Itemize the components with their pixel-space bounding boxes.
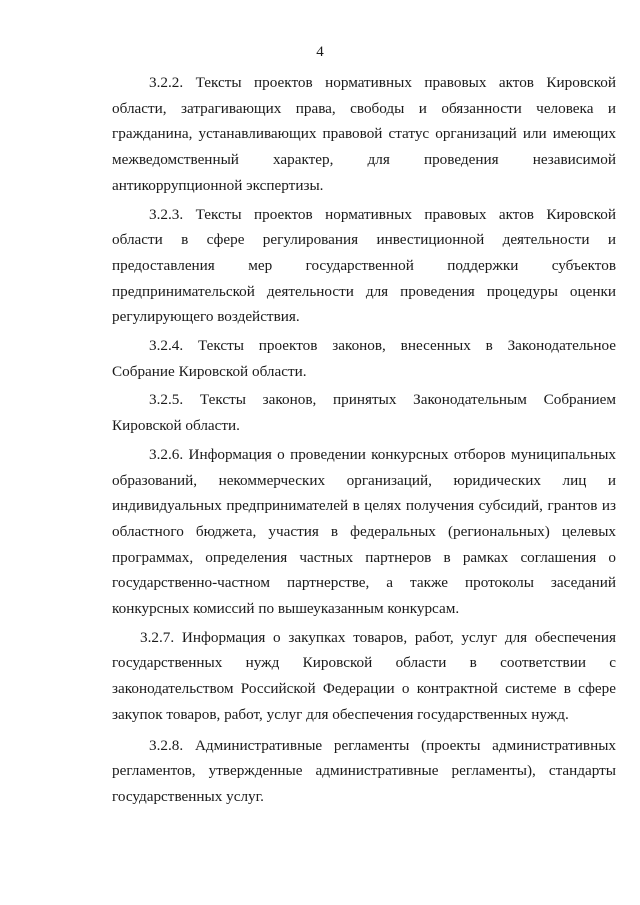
page-number: 4: [316, 44, 324, 60]
paragraph-text: Тексты проектов нормативных правовых актов Кировской области, затрагивающих права, свободы и обязанности человека и гражданина, устанавливающих правовой статус организаций или имеющих межведомственный характер, для проведения независимой антикоррупционной экспертизы.: [112, 74, 616, 194]
paragraph-text: Тексты законов, принятых Законодательным Собранием Кировской области.: [112, 391, 616, 435]
paragraph-number: 3.2.7.: [140, 628, 175, 646]
paragraph-number: 3.2.4.: [149, 337, 184, 355]
document-body: [112, 70, 616, 810]
paragraph-3-2-2: [112, 70, 616, 199]
paragraph-3-2-3: [112, 202, 616, 331]
paragraph-number: 3.2.8.: [149, 736, 184, 754]
paragraph-number: 3.2.3.: [149, 205, 184, 223]
paragraph-3-2-5: [112, 387, 616, 438]
paragraph-number: 3.2.5.: [149, 391, 184, 409]
paragraph-text: Административные регламенты (проекты административных регламентов, утвержденные административные регламенты), стандарты государственных услуг.: [112, 736, 616, 805]
paragraph-number: 3.2.6.: [149, 445, 184, 463]
paragraph-3-2-7: [112, 625, 616, 728]
paragraph-number: 3.2.2.: [149, 74, 184, 91]
paragraph-text: Тексты проектов нормативных правовых актов Кировской области в сфере регулирования инвестиционной деятельности и предоставления мер государственной поддержки субъектов предпринимательской деятельности для проведения процедуры оценки регулирующего воздействия.: [112, 205, 616, 326]
paragraph-3-2-4: [112, 333, 616, 384]
paragraph-3-2-6: [112, 442, 616, 622]
paragraph-text: Информация о закупках товаров, работ, услуг для обеспечения государственных нужд Кировской области в соответствии с законодательством Российской Федерации о контрактной системе в сфере закупок товаров, работ, услуг для обеспечения государственных нужд.: [112, 628, 616, 723]
paragraph-3-2-8: [112, 733, 616, 810]
paragraph-text: Тексты проектов законов, внесенных в Законодательное Собрание Кировской области.: [112, 337, 617, 380]
paragraph-text: Информация о проведении конкурсных отборов муниципальных образований, некоммерческих организаций, юридических лиц и индивидуальных предпринимателей в целях получения субсидий, грантов из областного бюджета, участия в федеральных (региональных) целевых программах, определения частных партнеров в рамках соглашения о государственно-частном партнерстве, а также протоколы заседаний конкурсных комиссий по вышеуказанным конкурсам.: [112, 445, 616, 618]
